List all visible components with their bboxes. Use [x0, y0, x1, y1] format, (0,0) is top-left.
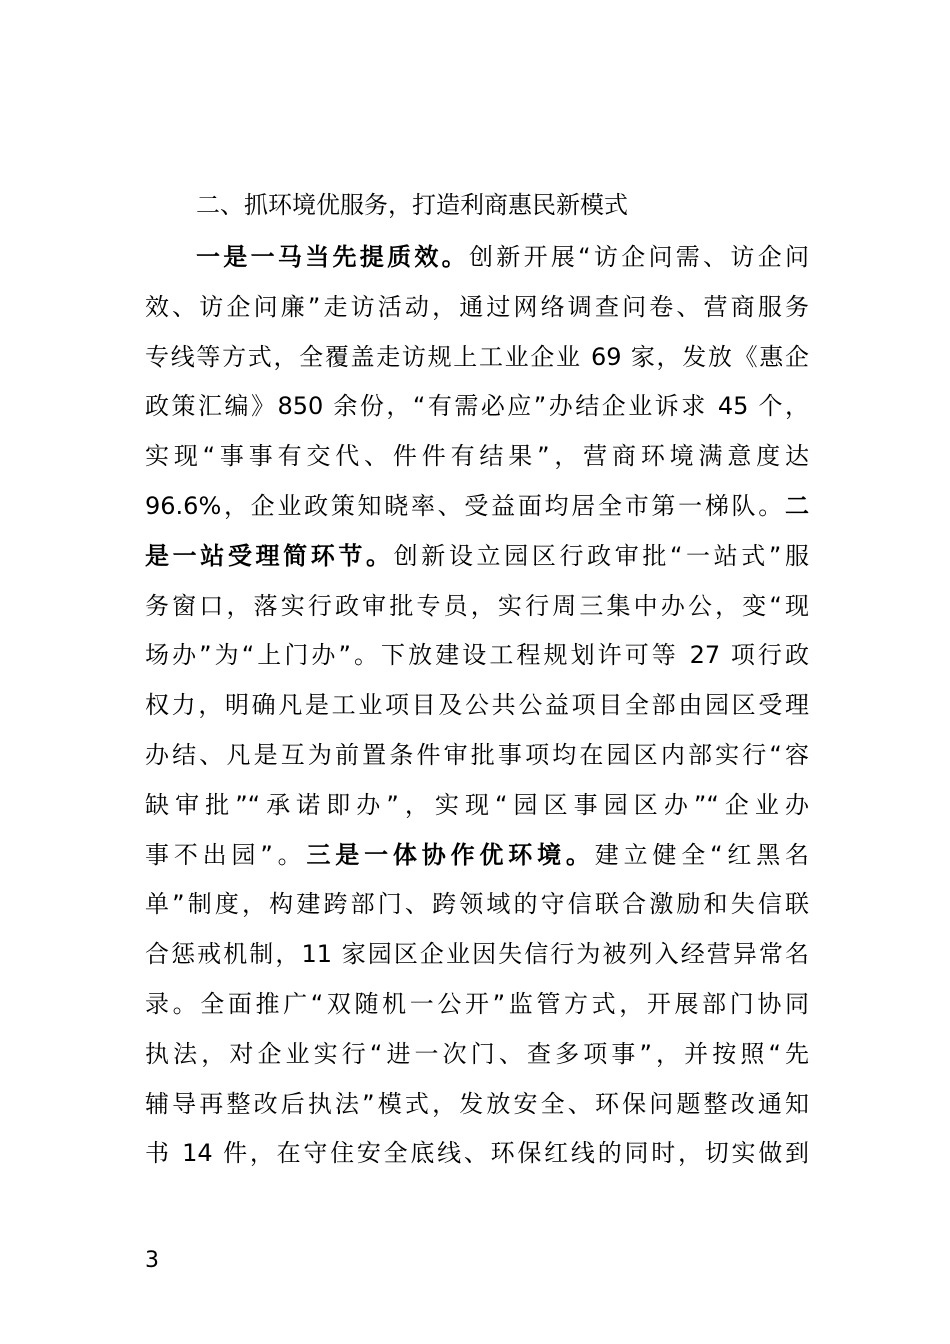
paragraph-line: 辅导再整改后执法”模式，发放安全、环保问题整改通知 — [145, 1089, 809, 1118]
paragraph-line: 务窗口，落实行政审批专员，实行周三集中办公，变“现 — [145, 591, 809, 620]
paragraph-line: 书 14 件，在守住安全底线、环保红线的同时，切实做到 — [145, 1139, 809, 1168]
paragraph-line: 单”制度，构建跨部门、跨领域的守信联合激励和失信联 — [145, 890, 809, 919]
paragraph-line: 权力，明确凡是工业项目及公共公益项目全部由园区受理 — [145, 691, 809, 720]
paragraph-line: 效、访企问廉”走访活动，通过网络调查问卷、营商服务 — [145, 292, 809, 321]
body-paragraph — [145, 233, 809, 1179]
page-number: 3 — [145, 1248, 159, 1273]
bold-lead-2-start: 二 — [785, 491, 809, 520]
paragraph-line: 办结、凡是互为前置条件审批事项均在园区内部实行“容 — [145, 740, 809, 769]
line-text: 创新开展“访企问需、访企问 — [468, 243, 809, 271]
bold-lead-3: 三是一体协作优环境。 — [306, 840, 595, 869]
paragraph-line — [145, 831, 809, 881]
line-text: 创新设立园区行政审批“一站式”服 — [393, 541, 809, 570]
paragraph-line: 执法，对企业实行“进一次门、查多项事”，并按照“先 — [145, 1039, 809, 1068]
line-text: 事不出园”。 — [145, 840, 307, 869]
paragraph-line — [145, 532, 809, 582]
paragraph-line: 场办”为“上门办”。下放建设工程规划许可等 27 项行政 — [145, 641, 809, 670]
paragraph-line — [145, 482, 809, 532]
paragraph-line: 实现“事事有交代、件件有结果”，营商环境满意度达 — [145, 442, 809, 471]
paragraph-line: 合惩戒机制，11 家园区企业因失信行为被列入经营异常名 — [145, 940, 809, 969]
line-text: 建立健全“红黑名 — [594, 840, 810, 869]
bold-lead-1: 一是一马当先提质效。 — [196, 243, 469, 271]
paragraph-line: 专线等方式，全覆盖走访规上工业企业 69 家，发放《惠企 — [145, 342, 809, 371]
paragraph-line: 缺审批”“承诺即办”，实现“园区事园区办”“企业办 — [145, 790, 809, 819]
line-text: 96.6%，企业政策知晓率、受益面均居全市第一梯队。 — [145, 491, 785, 520]
bold-lead-2: 是一站受理简环节。 — [145, 541, 394, 570]
paragraph-line: 录。全面推广“双随机一公开”监管方式，开展部门协同 — [145, 989, 809, 1018]
paragraph-line — [145, 233, 809, 283]
section-heading: 二、抓环境优服务，打造利商惠民新模式 — [196, 191, 628, 219]
paragraph-line: 政策汇编》850 余份，“有需必应”办结企业诉求 45 个， — [145, 392, 809, 421]
